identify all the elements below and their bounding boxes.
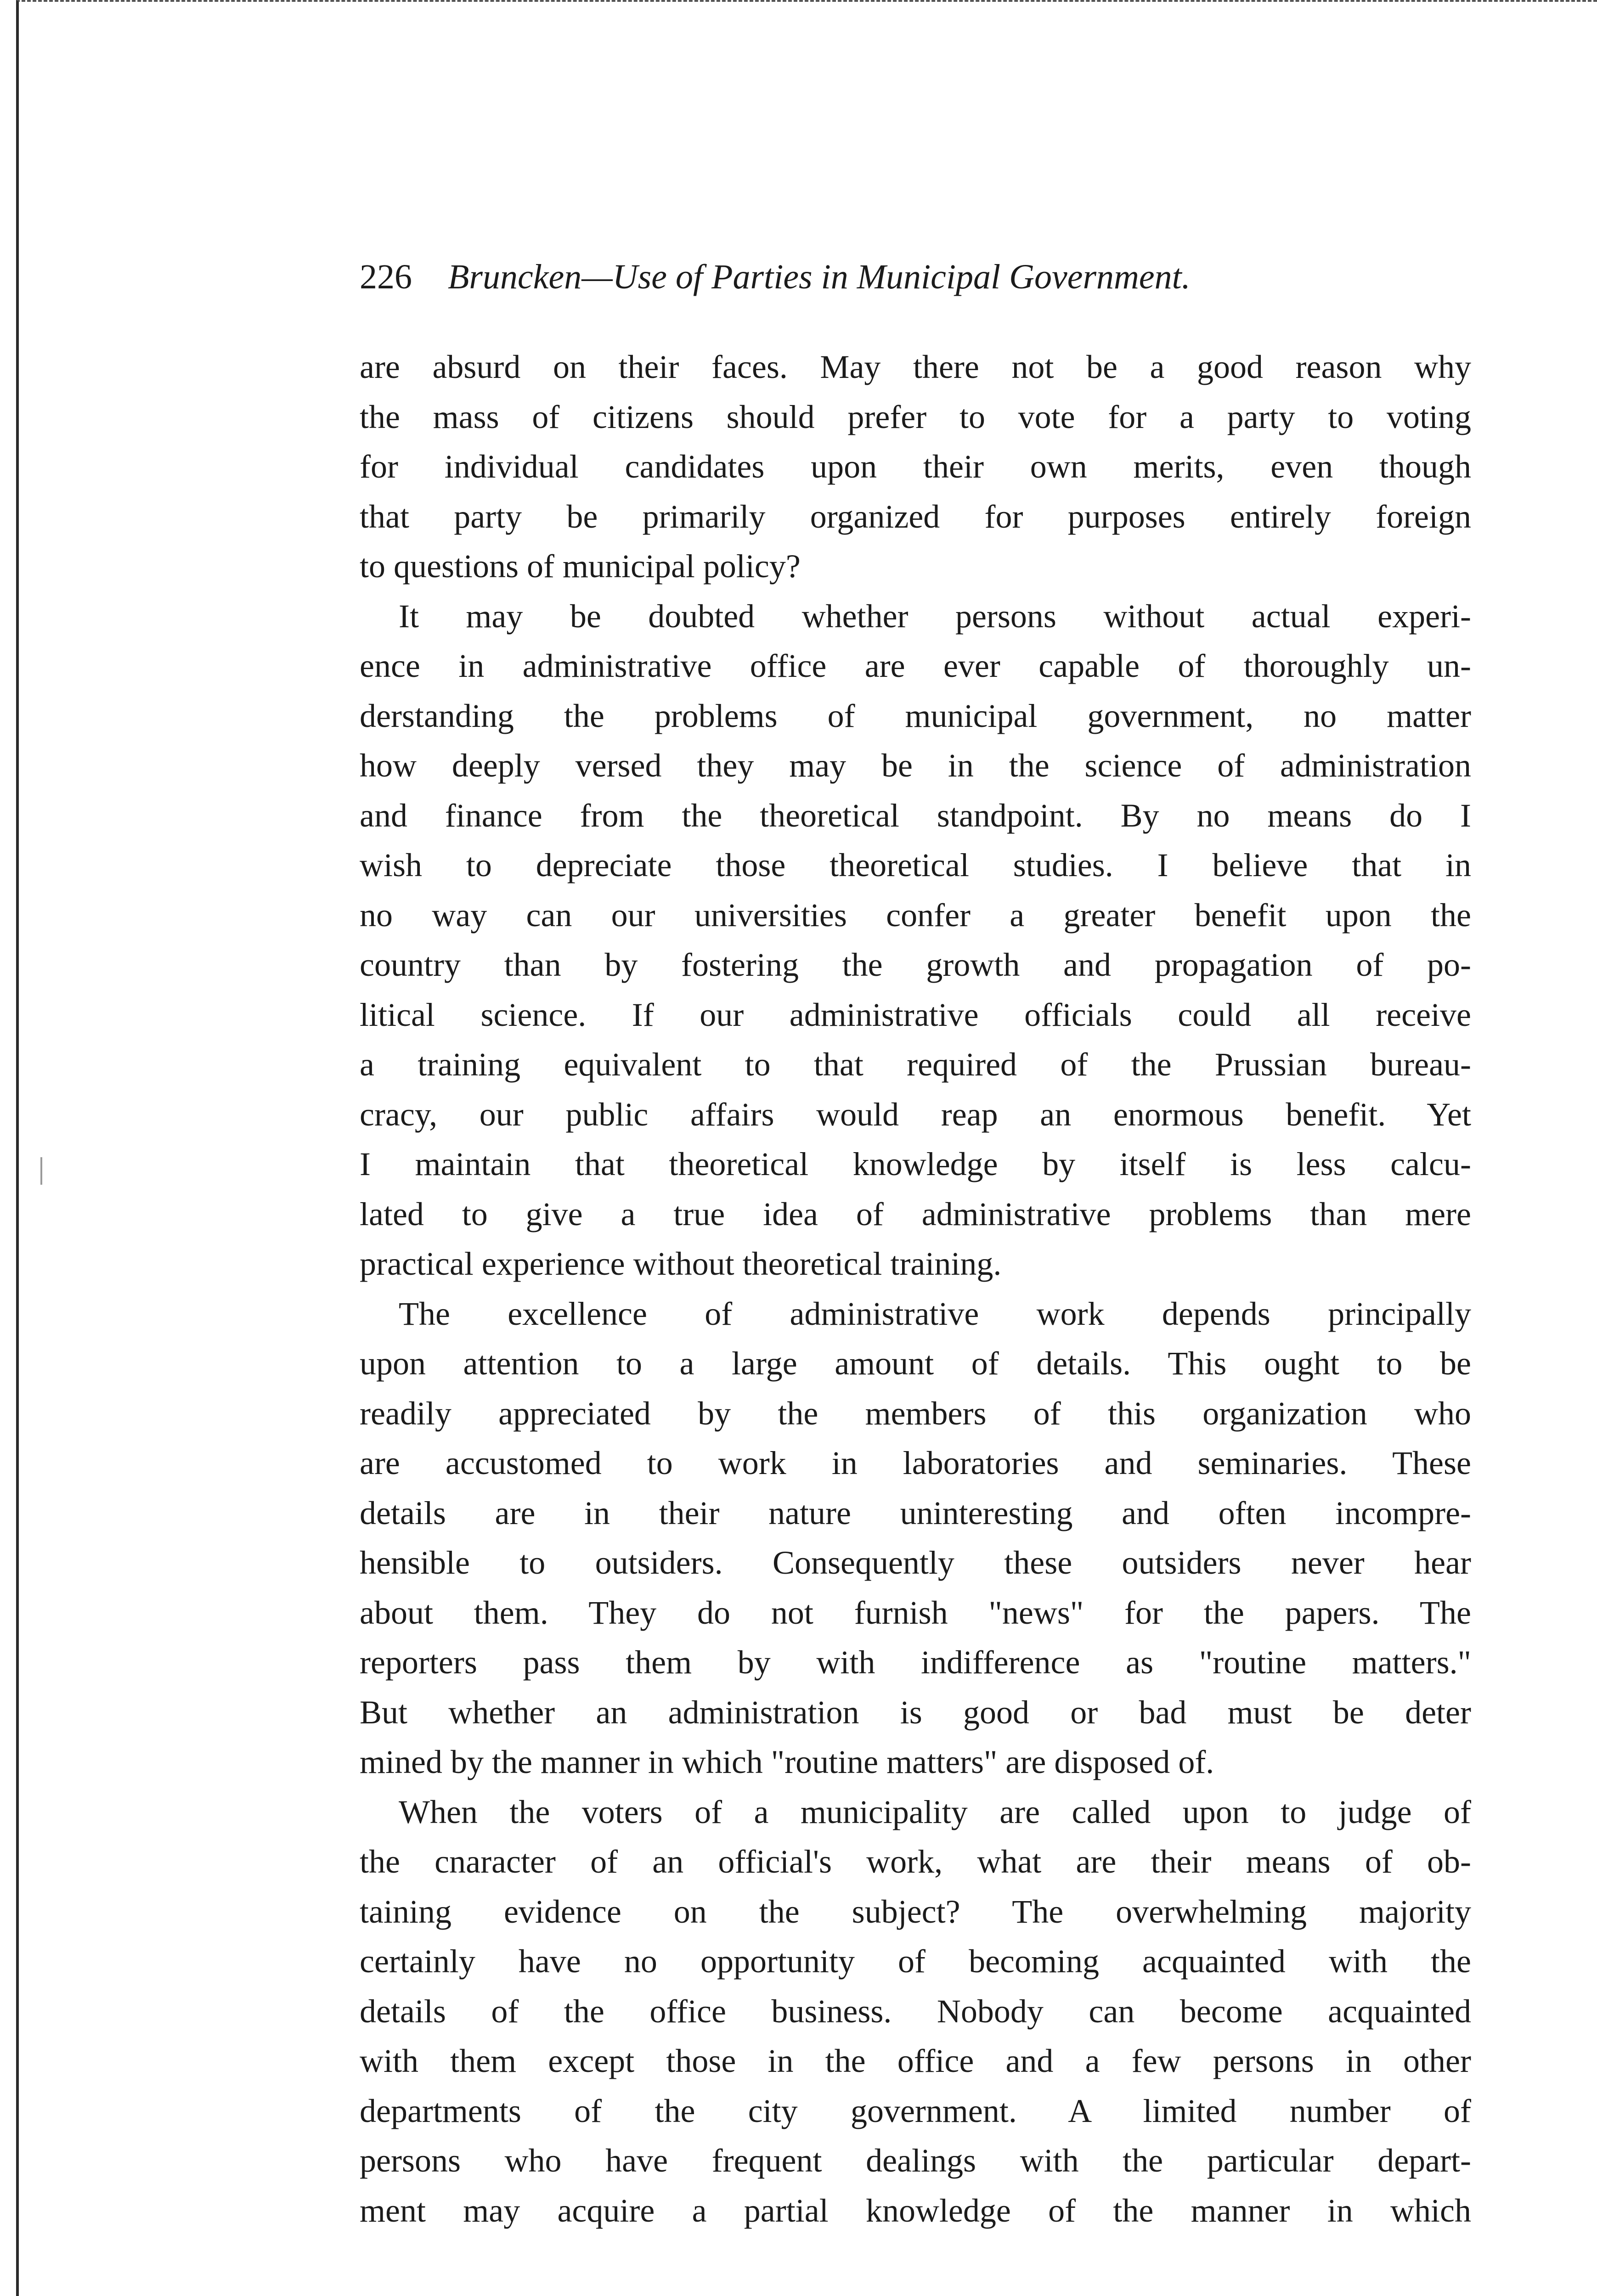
text-line: derstanding the problems of municipal government, no matter [360, 697, 1471, 734]
text-line: The excellence of administrative work depends principally [399, 1295, 1471, 1332]
text-line: mined by the manner in which "routine matters" are disposed of. [360, 1744, 1214, 1780]
text-line: But whether an administration is good or bad must be deter [360, 1694, 1471, 1731]
paragraph [360, 591, 1471, 1289]
text-line: the mass of citizens should prefer to vote for a party to voting [360, 398, 1471, 435]
paragraph [360, 1787, 1471, 2236]
text-line: are accustomed to work in laboratories and seminaries. These [360, 1445, 1471, 1481]
text-line: and finance from the theoretical standpoint. By no means do I [360, 797, 1471, 834]
text-line: persons who have frequent dealings with the particular depart- [360, 2142, 1471, 2179]
text-line: to questions of municipal policy? [360, 548, 801, 585]
paragraph [360, 1289, 1471, 1787]
page-number: 226 [360, 258, 412, 296]
text-line: reporters pass them by with indifference as "routine matters." [360, 1644, 1471, 1681]
text-line: about them. They do not furnish "news" for the papers. The [360, 1594, 1471, 1631]
text-line: how deeply versed they may be in the science of administration [360, 747, 1471, 784]
text-line: that party be primarily organized for purposes entirely foreign [360, 498, 1471, 535]
text-line: I maintain that theoretical knowledge by itself is less calcu- [360, 1146, 1471, 1182]
text-line: with them except those in the office and a few persons in other [360, 2043, 1471, 2079]
text-line: details are in their nature uninteresting and often incompre- [360, 1494, 1471, 1531]
text-line: country than by fostering the growth and propagation of po- [360, 946, 1471, 983]
body-text [360, 342, 1471, 2235]
text-line: wish to depreciate those theoretical studies. I believe that in [360, 847, 1471, 884]
text-line: litical science. If our administrative officials could all receive [360, 996, 1471, 1033]
text-line: are absurd on their faces. May there not be a good reason why [360, 349, 1471, 385]
text-line: When the voters of a municipality are called upon to judge of [399, 1793, 1471, 1830]
text-line: taining evidence on the subject? The overwhelming majority [360, 1893, 1471, 1930]
text-line: certainly have no opportunity of becoming acquainted with the [360, 1943, 1471, 1980]
text-line: practical experience without theoretical training. [360, 1245, 1002, 1282]
text-line: details of the office business. Nobody can become acquainted [360, 1992, 1471, 2030]
text-line: for individual candidates upon their own merits, even though [360, 448, 1471, 485]
page-header [360, 257, 1388, 308]
text-line: readily appreciated by the members of this organization who [360, 1395, 1471, 1432]
text-line: lated to give a true idea of administrative problems than mere [360, 1195, 1471, 1232]
text-line: departments of the city government. A limited number of [360, 2092, 1471, 2129]
text-line: upon attention to a large amount of details. This ought to be [360, 1345, 1471, 1382]
text-line: the cnaracter of an official's work, what are their means of ob- [360, 1843, 1471, 1880]
text-line: ence in administrative office are ever capable of thoroughly un- [360, 647, 1471, 684]
text-line: hensible to outsiders. Consequently these outsiders never hear [360, 1544, 1471, 1581]
paragraph [360, 342, 1471, 591]
running-title: Bruncken—Use of Parties in Municipal Government. [448, 258, 1191, 296]
text-line: ment may acquire a partial knowledge of the manner in which [360, 2192, 1471, 2229]
text-line: cracy, our public affairs would reap an enormous benefit. Yet [360, 1096, 1471, 1133]
scan-mark [40, 1157, 42, 1185]
text-line: It may be doubted whether persons without actual experi- [399, 597, 1471, 635]
text-line: no way can our universities confer a greater benefit upon the [360, 896, 1471, 934]
text-line: a training equivalent to that required of the Prussian bureau- [360, 1046, 1471, 1083]
